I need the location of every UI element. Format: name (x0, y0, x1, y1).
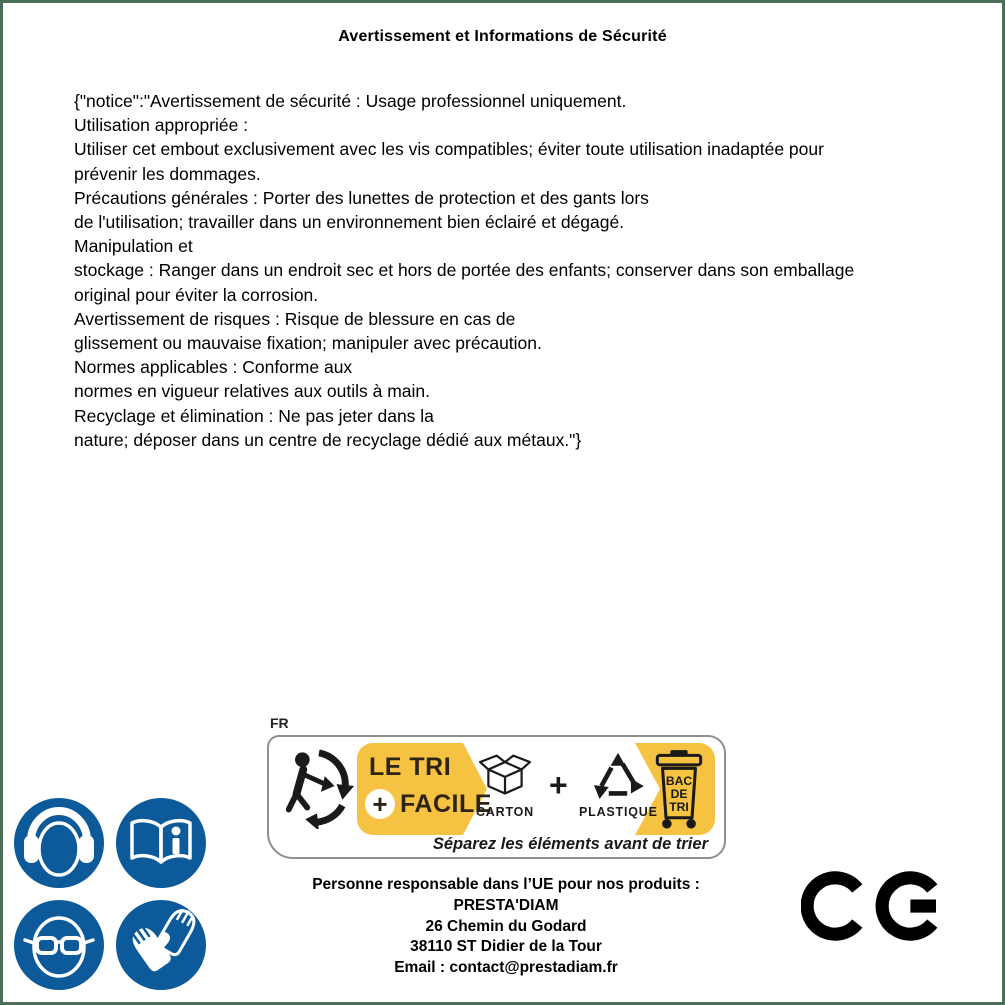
material-plastique (579, 751, 657, 819)
le-tri-text: LE TRI (369, 753, 452, 781)
recycling-triangle-icon (592, 751, 644, 799)
bac-de-tri-bin-icon (653, 748, 705, 832)
text-line: Utilisation appropriée : (74, 115, 249, 136)
text-line: Précautions générales : Porter des lunettes de protection et des gants lors (74, 187, 649, 208)
text-line: Manipulation et (74, 236, 193, 257)
text-line: Recyclage et élimination : Ne pas jeter dans la (74, 405, 434, 426)
plus-circle-icon: + (365, 789, 395, 819)
text-line: Personne responsable dans l’UE pour nos produits : (312, 876, 700, 893)
svg-text:DE: DE (670, 786, 688, 801)
text-line: 38110 ST Didier de la Tour (410, 938, 602, 956)
text-line: de l'utilisation; travailler dans un environnement bien éclairé et dégagé. (74, 212, 625, 233)
material-carton (469, 751, 541, 819)
eu-responsible-block (261, 875, 751, 979)
triman-logo-icon (277, 747, 357, 829)
ce-marking-icon (801, 853, 951, 959)
text-line: glissement ou mauvaise fixation; manipuler avec précaution. (74, 333, 542, 354)
read-instruction-manual-icon (113, 795, 209, 891)
yellow-banner (357, 743, 715, 835)
text-line: Email : contact@prestadiam.fr (394, 959, 618, 977)
carton-box-icon (475, 751, 535, 799)
text-line: nature; déposer dans un centre de recyclage dédié aux métaux."} (74, 429, 582, 450)
carton-label: CARTON (475, 805, 535, 819)
text-line: Normes applicables : Conforme aux (74, 357, 353, 378)
wear-protective-gloves-icon (113, 897, 209, 993)
text-line: normes en vigueur relatives aux outils à main. (74, 381, 431, 402)
plastique-label: PLASTIQUE (579, 805, 658, 819)
svg-text:TRI: TRI (669, 799, 689, 814)
text-line: prévenir les dommages. (74, 163, 261, 184)
svg-text:BAC: BAC (665, 773, 693, 788)
recycling-sorting-label (267, 735, 726, 859)
text-line: 26 Chemin du Godard (425, 917, 587, 935)
safety-notice-text (74, 89, 974, 452)
text-line: PRESTA'DIAM (453, 896, 559, 914)
text-line: Avertissement de risques : Risque de blessure en cas de (74, 308, 516, 329)
wear-ear-protection-icon (11, 795, 107, 891)
mandatory-safety-icons (11, 795, 211, 995)
text-line: original pour éviter la corrosion. (74, 284, 319, 305)
sorting-tagline: Séparez les éléments avant de trier (432, 835, 708, 853)
country-code-label: FR (270, 715, 289, 731)
text-line: Utiliser cet embout exclusivement avec les vis compatibles; éviter toute utilisation inadaptée pour (74, 139, 824, 160)
text-line: {"notice":"Avertissement de sécurité : Usage professionnel uniquement. (74, 91, 627, 111)
facile-text: FACILE (400, 789, 492, 818)
plus-separator: + (549, 767, 568, 803)
text-line: stockage : Ranger dans un endroit sec et hors de portée des enfants; conserver dans son emballage (74, 260, 855, 281)
page-title: Avertissement et Informations de Sécurité (338, 28, 667, 45)
wear-eye-protection-icon (11, 897, 107, 993)
